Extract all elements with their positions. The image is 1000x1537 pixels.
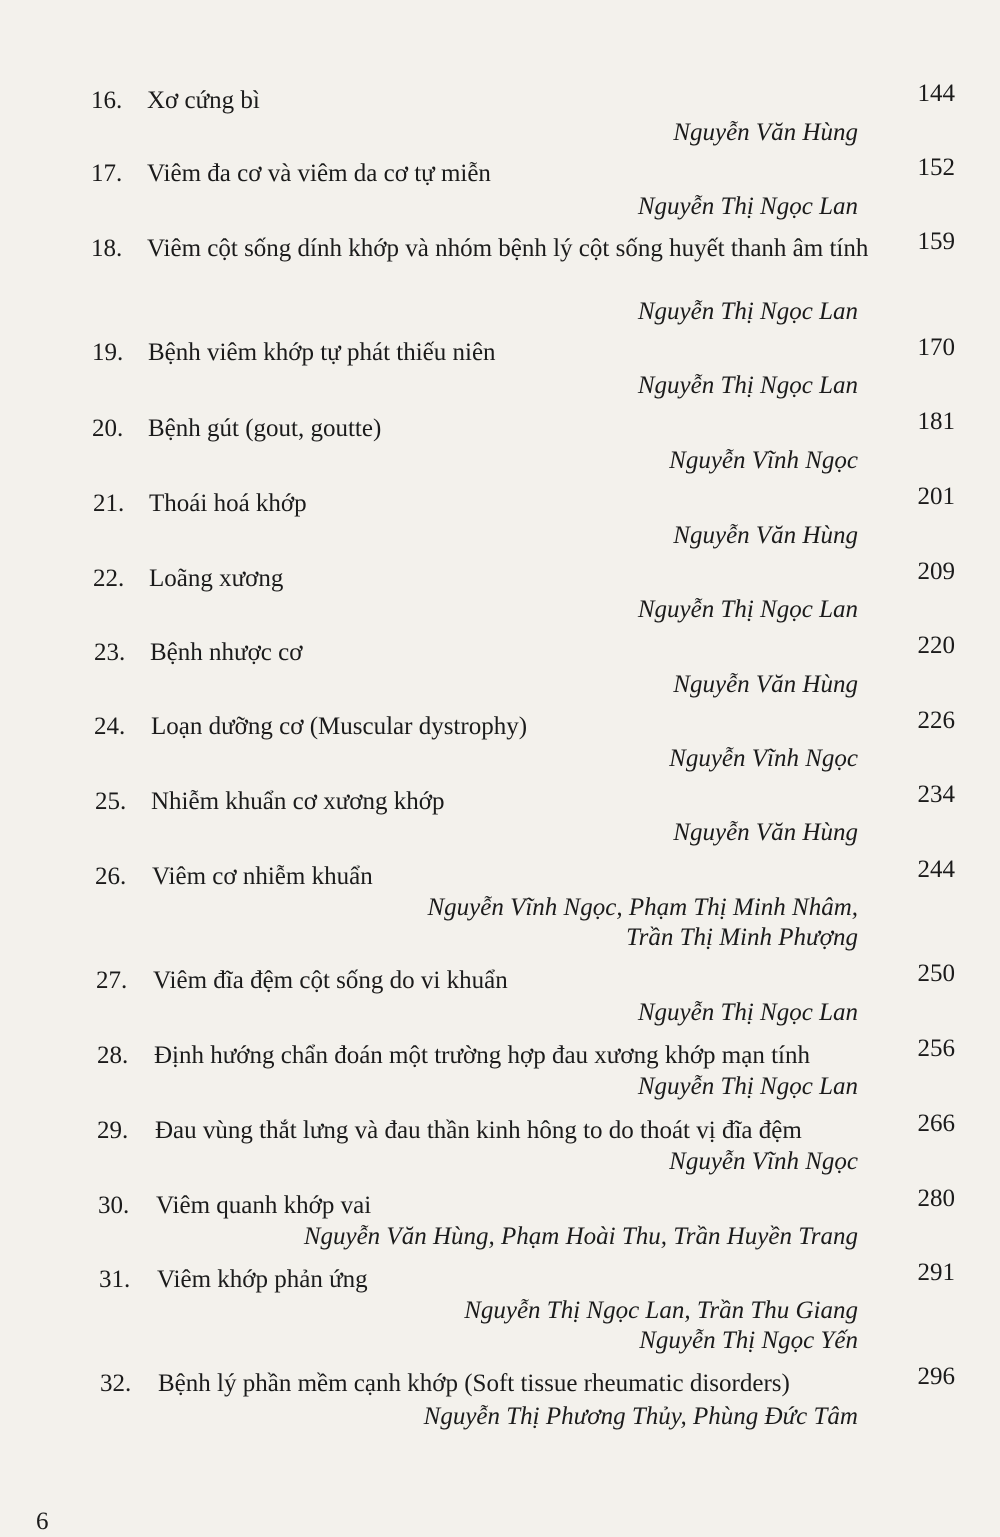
entry-page-number: 280 xyxy=(917,1185,955,1212)
entry-number: 22. xyxy=(93,565,125,592)
entry-author: Trần Thị Minh Phượng xyxy=(626,924,858,951)
entry-number: 23. xyxy=(94,639,126,666)
entry-number: 28. xyxy=(97,1042,129,1069)
entry-number: 27. xyxy=(96,967,128,994)
entry-title: Viêm khớp phản ứng xyxy=(157,1266,368,1293)
entry-author: Nguyễn Thị Ngọc Lan xyxy=(637,596,858,623)
entry-title: Thoái hoá khớp xyxy=(149,490,307,517)
entry-author: Nguyễn Thị Ngọc Lan xyxy=(637,298,858,325)
entry-number: 17. xyxy=(91,160,123,187)
entry-author: Nguyễn Thị Ngọc Lan xyxy=(637,1073,858,1100)
entry-title: Định hướng chẩn đoán một trường hợp đau xương khớp mạn tính xyxy=(154,1042,810,1069)
entry-page-number: 266 xyxy=(917,1110,955,1137)
entry-title: Bệnh nhược cơ xyxy=(150,639,303,666)
entry-number: 21. xyxy=(93,490,125,517)
entry-author: Nguyễn Thị Ngọc Yến xyxy=(639,1327,858,1354)
entry-page-number: 220 xyxy=(917,632,955,659)
page-number: 6 xyxy=(36,1508,49,1535)
entry-title: Loãng xương xyxy=(149,565,284,592)
entry-author: Nguyễn Vĩnh Ngọc xyxy=(669,447,858,474)
entry-title: Loạn dưỡng cơ (Muscular dystrophy) xyxy=(151,713,528,740)
entry-page-number: 226 xyxy=(917,707,955,734)
entry-page-number: 250 xyxy=(917,960,955,987)
entry-page-number: 201 xyxy=(917,483,955,510)
entry-page-number: 209 xyxy=(917,558,955,585)
entry-author: Nguyễn Văn Hùng xyxy=(673,522,858,549)
entry-title: Bệnh gút (gout, goutte) xyxy=(148,415,382,442)
entry-author: Nguyễn Văn Hùng xyxy=(673,671,858,698)
entry-title: Viêm quanh khớp vai xyxy=(156,1192,372,1219)
entry-number: 31. xyxy=(99,1266,131,1293)
entry-author: Nguyễn Vĩnh Ngọc xyxy=(669,745,858,772)
entry-page-number: 170 xyxy=(917,334,955,361)
entry-title: Viêm đa cơ và viêm da cơ tự miễn xyxy=(147,160,491,187)
entry-number: 29. xyxy=(97,1117,129,1144)
entry-title: Bệnh lý phần mềm cạnh khớp (Soft tissue rheumatic disorders) xyxy=(158,1370,790,1397)
entry-page-number: 181 xyxy=(917,408,955,435)
entry-number: 26. xyxy=(95,863,127,890)
entry-number: 19. xyxy=(92,339,124,366)
entry-number: 24. xyxy=(94,713,126,740)
entry-page-number: 256 xyxy=(917,1035,955,1062)
entry-title: Viêm đĩa đệm cột sống do vi khuẩn xyxy=(153,967,508,994)
entry-page-number: 152 xyxy=(917,154,955,181)
entry-author: Nguyễn Thị Ngọc Lan, Trần Thu Giang xyxy=(464,1297,858,1324)
entry-page-number: 296 xyxy=(917,1363,955,1390)
entry-title: Viêm cột sống dính khớp và nhóm bệnh lý cột sống huyết thanh âm tính xyxy=(147,235,869,262)
entry-author: Nguyễn Thị Phương Thủy, Phùng Đức Tâm xyxy=(423,1403,858,1430)
entry-title: Nhiễm khuẩn cơ xương khớp xyxy=(151,788,445,815)
entry-author: Nguyễn Vĩnh Ngọc xyxy=(669,1148,858,1175)
entry-page-number: 159 xyxy=(917,228,955,255)
entry-page-number: 144 xyxy=(917,80,955,107)
entry-author: Nguyễn Văn Hùng xyxy=(673,819,858,846)
entry-author: Nguyễn Thị Ngọc Lan xyxy=(637,372,858,399)
entry-number: 32. xyxy=(100,1370,132,1397)
entry-author: Nguyễn Thị Ngọc Lan xyxy=(637,193,858,220)
entry-page-number: 244 xyxy=(917,856,955,883)
entry-number: 20. xyxy=(92,415,124,442)
entry-author: Nguyễn Thị Ngọc Lan xyxy=(637,999,858,1026)
entry-title: Viêm cơ nhiễm khuẩn xyxy=(152,863,373,890)
entry-page-number: 234 xyxy=(917,781,955,808)
entry-title: Bệnh viêm khớp tự phát thiếu niên xyxy=(148,339,496,366)
entry-title: Đau vùng thắt lưng và đau thần kinh hông to do thoát vị đĩa đệm xyxy=(155,1117,802,1144)
entry-title: Xơ cứng bì xyxy=(147,87,260,114)
entry-number: 25. xyxy=(95,788,127,815)
entry-number: 30. xyxy=(98,1192,130,1219)
entry-author: Nguyễn Văn Hùng, Phạm Hoài Thu, Trần Huyền Trang xyxy=(303,1223,858,1250)
entry-author: Nguyễn Vĩnh Ngọc, Phạm Thị Minh Nhâm, xyxy=(427,894,858,921)
entry-number: 16. xyxy=(91,87,123,114)
entry-page-number: 291 xyxy=(917,1259,955,1286)
entry-author: Nguyễn Văn Hùng xyxy=(673,119,858,146)
entry-number: 18. xyxy=(91,235,123,262)
